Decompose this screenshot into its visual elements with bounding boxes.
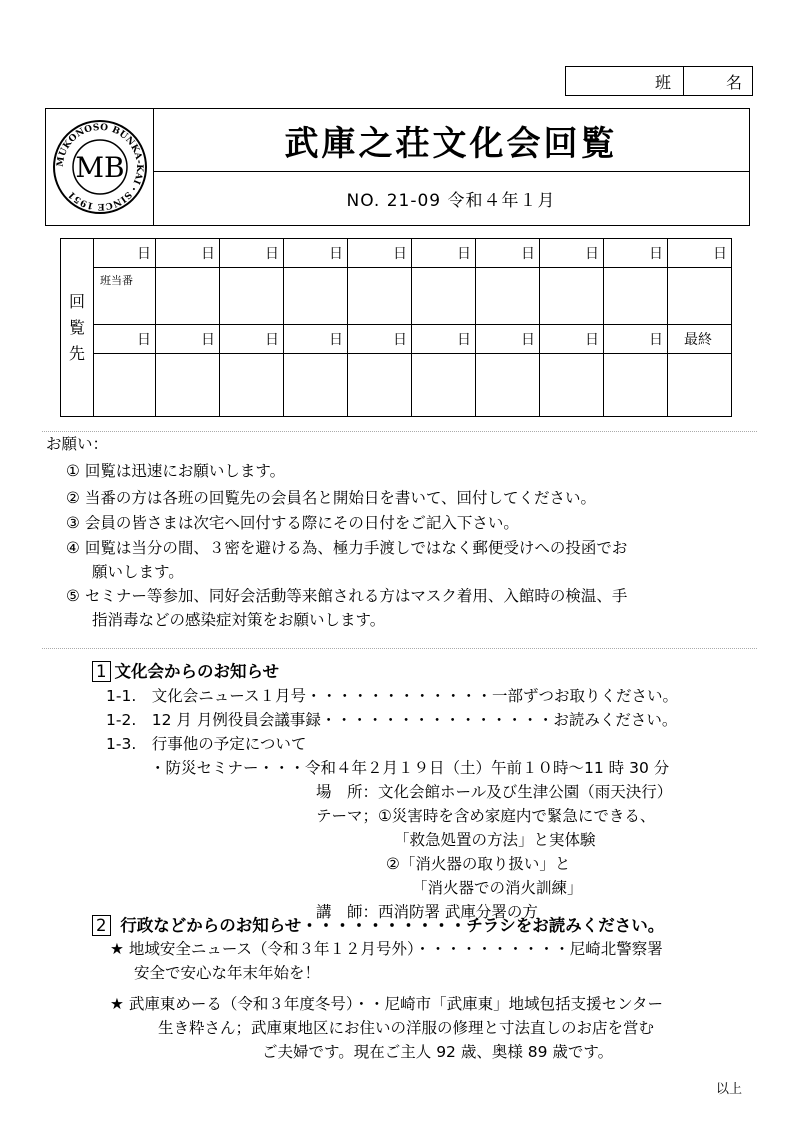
han-mei-box (565, 66, 753, 96)
event-line: ②「消火器の取り扱い」と (386, 855, 571, 873)
end-mark: 以上 (716, 1082, 743, 1097)
date-cell[interactable]: 日 (604, 325, 668, 354)
section2-number: 2 (92, 915, 111, 936)
request-item-cont: 願いします。 (92, 563, 184, 581)
section1-item: 1-1. 文化会ニュース１月号・・・・・・・・・・・・一部ずつお取りください。 (106, 687, 678, 705)
event-line: 講 師：西消防署 武庫分署の方 (316, 903, 538, 921)
section1-item: 1-3. 行事他の予定について (106, 735, 307, 753)
logo-cell (46, 109, 154, 225)
mei-label: 名 (725, 72, 742, 92)
name-cell[interactable] (348, 354, 412, 417)
section1-heading: 1 文化会からのお知らせ (92, 658, 279, 682)
name-cell[interactable] (476, 354, 540, 417)
request-item: ① 回覧は迅速にお願いします。 (66, 462, 286, 480)
request-item: ③ 会員の皆さまは次宅へ回付する際にその日付をご記入下さい。 (66, 514, 519, 532)
request-item: ④ 回覧は当分の間、３密を避ける為、極力手渡しではなく郵便受けへの投函でお (66, 539, 628, 557)
request-item-cont: 指消毒などの感染症対策をお願いします。 (92, 611, 386, 629)
date-cell[interactable]: 日 (668, 239, 732, 268)
name-cell[interactable] (540, 268, 604, 325)
date-cell[interactable]: 日 (220, 325, 284, 354)
han-label: 班 (566, 67, 684, 95)
request-item: ⑤ セミナー等参加、同好会活動等来館される方はマスク着用、入館時の検温、手 (66, 587, 628, 605)
name-cell[interactable] (540, 354, 604, 417)
section2-item: ★ 地域安全ニュース（令和３年１２月号外）・・・・・・・・・・尼崎北警察署 (110, 940, 663, 958)
routing-table (60, 238, 732, 417)
han-toban-cell[interactable]: 班当番 (94, 268, 156, 325)
date-cell[interactable]: 日 (348, 239, 412, 268)
divider (42, 431, 757, 432)
name-cell[interactable] (156, 268, 220, 325)
name-cell[interactable] (348, 268, 412, 325)
date-cell[interactable]: 日 (348, 325, 412, 354)
date-cell[interactable]: 日 (94, 325, 156, 354)
date-cell[interactable]: 日 (412, 325, 476, 354)
section2-item-cont: 安全で安心な年末年始を！ (134, 964, 321, 982)
name-cell[interactable] (604, 354, 668, 417)
name-cell[interactable] (412, 354, 476, 417)
event-line: 「救急処置の方法」と実体験 (394, 831, 596, 849)
name-cell[interactable] (412, 268, 476, 325)
name-cell[interactable] (220, 354, 284, 417)
requests-heading: お願い： (46, 435, 109, 453)
date-cell[interactable]: 日 (284, 239, 348, 268)
name-cell[interactable] (668, 268, 732, 325)
logo-ring-text: MUKONOSO BUNKA-KAI・SINCE 1951 (55, 122, 144, 212)
event-line: 「消火器での消火訓練」 (412, 879, 583, 897)
name-cell[interactable] (284, 354, 348, 417)
divider (42, 648, 757, 649)
name-cell[interactable] (220, 268, 284, 325)
name-cell[interactable] (284, 268, 348, 325)
page-title: 武庫之荘文化会回覧 (153, 109, 749, 172)
date-cell[interactable]: 日 (220, 239, 284, 268)
date-cell[interactable]: 日 (156, 325, 220, 354)
date-cell[interactable]: 日 (476, 325, 540, 354)
event-line: テーマ；①災害時を含め家庭内で緊急にできる、 (316, 807, 656, 825)
name-cell[interactable] (156, 354, 220, 417)
section1-item: 1-2. 12 月 月例役員会議事録・・・・・・・・・・・・・・・お読みください。 (106, 711, 678, 729)
section2-heading: 2 行政などからのお知らせ・・・・・・・・・・チラシをお読みください。 (92, 912, 664, 936)
section2-item-cont: 生き粋さん；武庫東地区にお住いの洋服の修理と寸法直しのお店を営む (158, 1019, 655, 1037)
section1-number: 1 (92, 661, 111, 682)
date-cell[interactable]: 日 (540, 325, 604, 354)
request-item: ② 当番の方は各班の回覧先の会員名と開始日を書いて、回付してください。 (66, 489, 597, 507)
issue-number: NO. 21-09 令和４年１月 (346, 190, 556, 211)
logo-initials: MB (74, 151, 125, 184)
section2-item: ★ 武庫東めーる（令和３年度冬号）・・尼崎市「武庫東」地域包括支援センター (110, 995, 663, 1013)
name-cell[interactable] (94, 354, 156, 417)
mb-logo (52, 119, 148, 215)
date-cell[interactable]: 日 (476, 239, 540, 268)
event-line: ・防災セミナー・・・令和４年２月１９日（土）午前１０時～11 時 30 分 (150, 759, 670, 777)
section2-item-cont: ご夫婦です。現在ご主人 92 歳、奥様 89 歳です。 (262, 1043, 614, 1061)
date-cell[interactable]: 日 (284, 325, 348, 354)
name-cell[interactable] (476, 268, 540, 325)
final-cell[interactable]: 最終 (668, 325, 732, 354)
date-cell[interactable]: 日 (156, 239, 220, 268)
date-cell[interactable]: 日 (604, 239, 668, 268)
name-cell[interactable] (668, 354, 732, 417)
date-cell[interactable]: 日 (412, 239, 476, 268)
date-cell[interactable]: 日 (540, 239, 604, 268)
routing-label: 回 覧 先 (61, 239, 94, 417)
header-box (45, 108, 750, 226)
name-cell[interactable] (604, 268, 668, 325)
date-cell[interactable]: 日 (94, 239, 156, 268)
event-line: 場 所：文化会館ホール及び生津公園（雨天決行） (316, 783, 673, 801)
